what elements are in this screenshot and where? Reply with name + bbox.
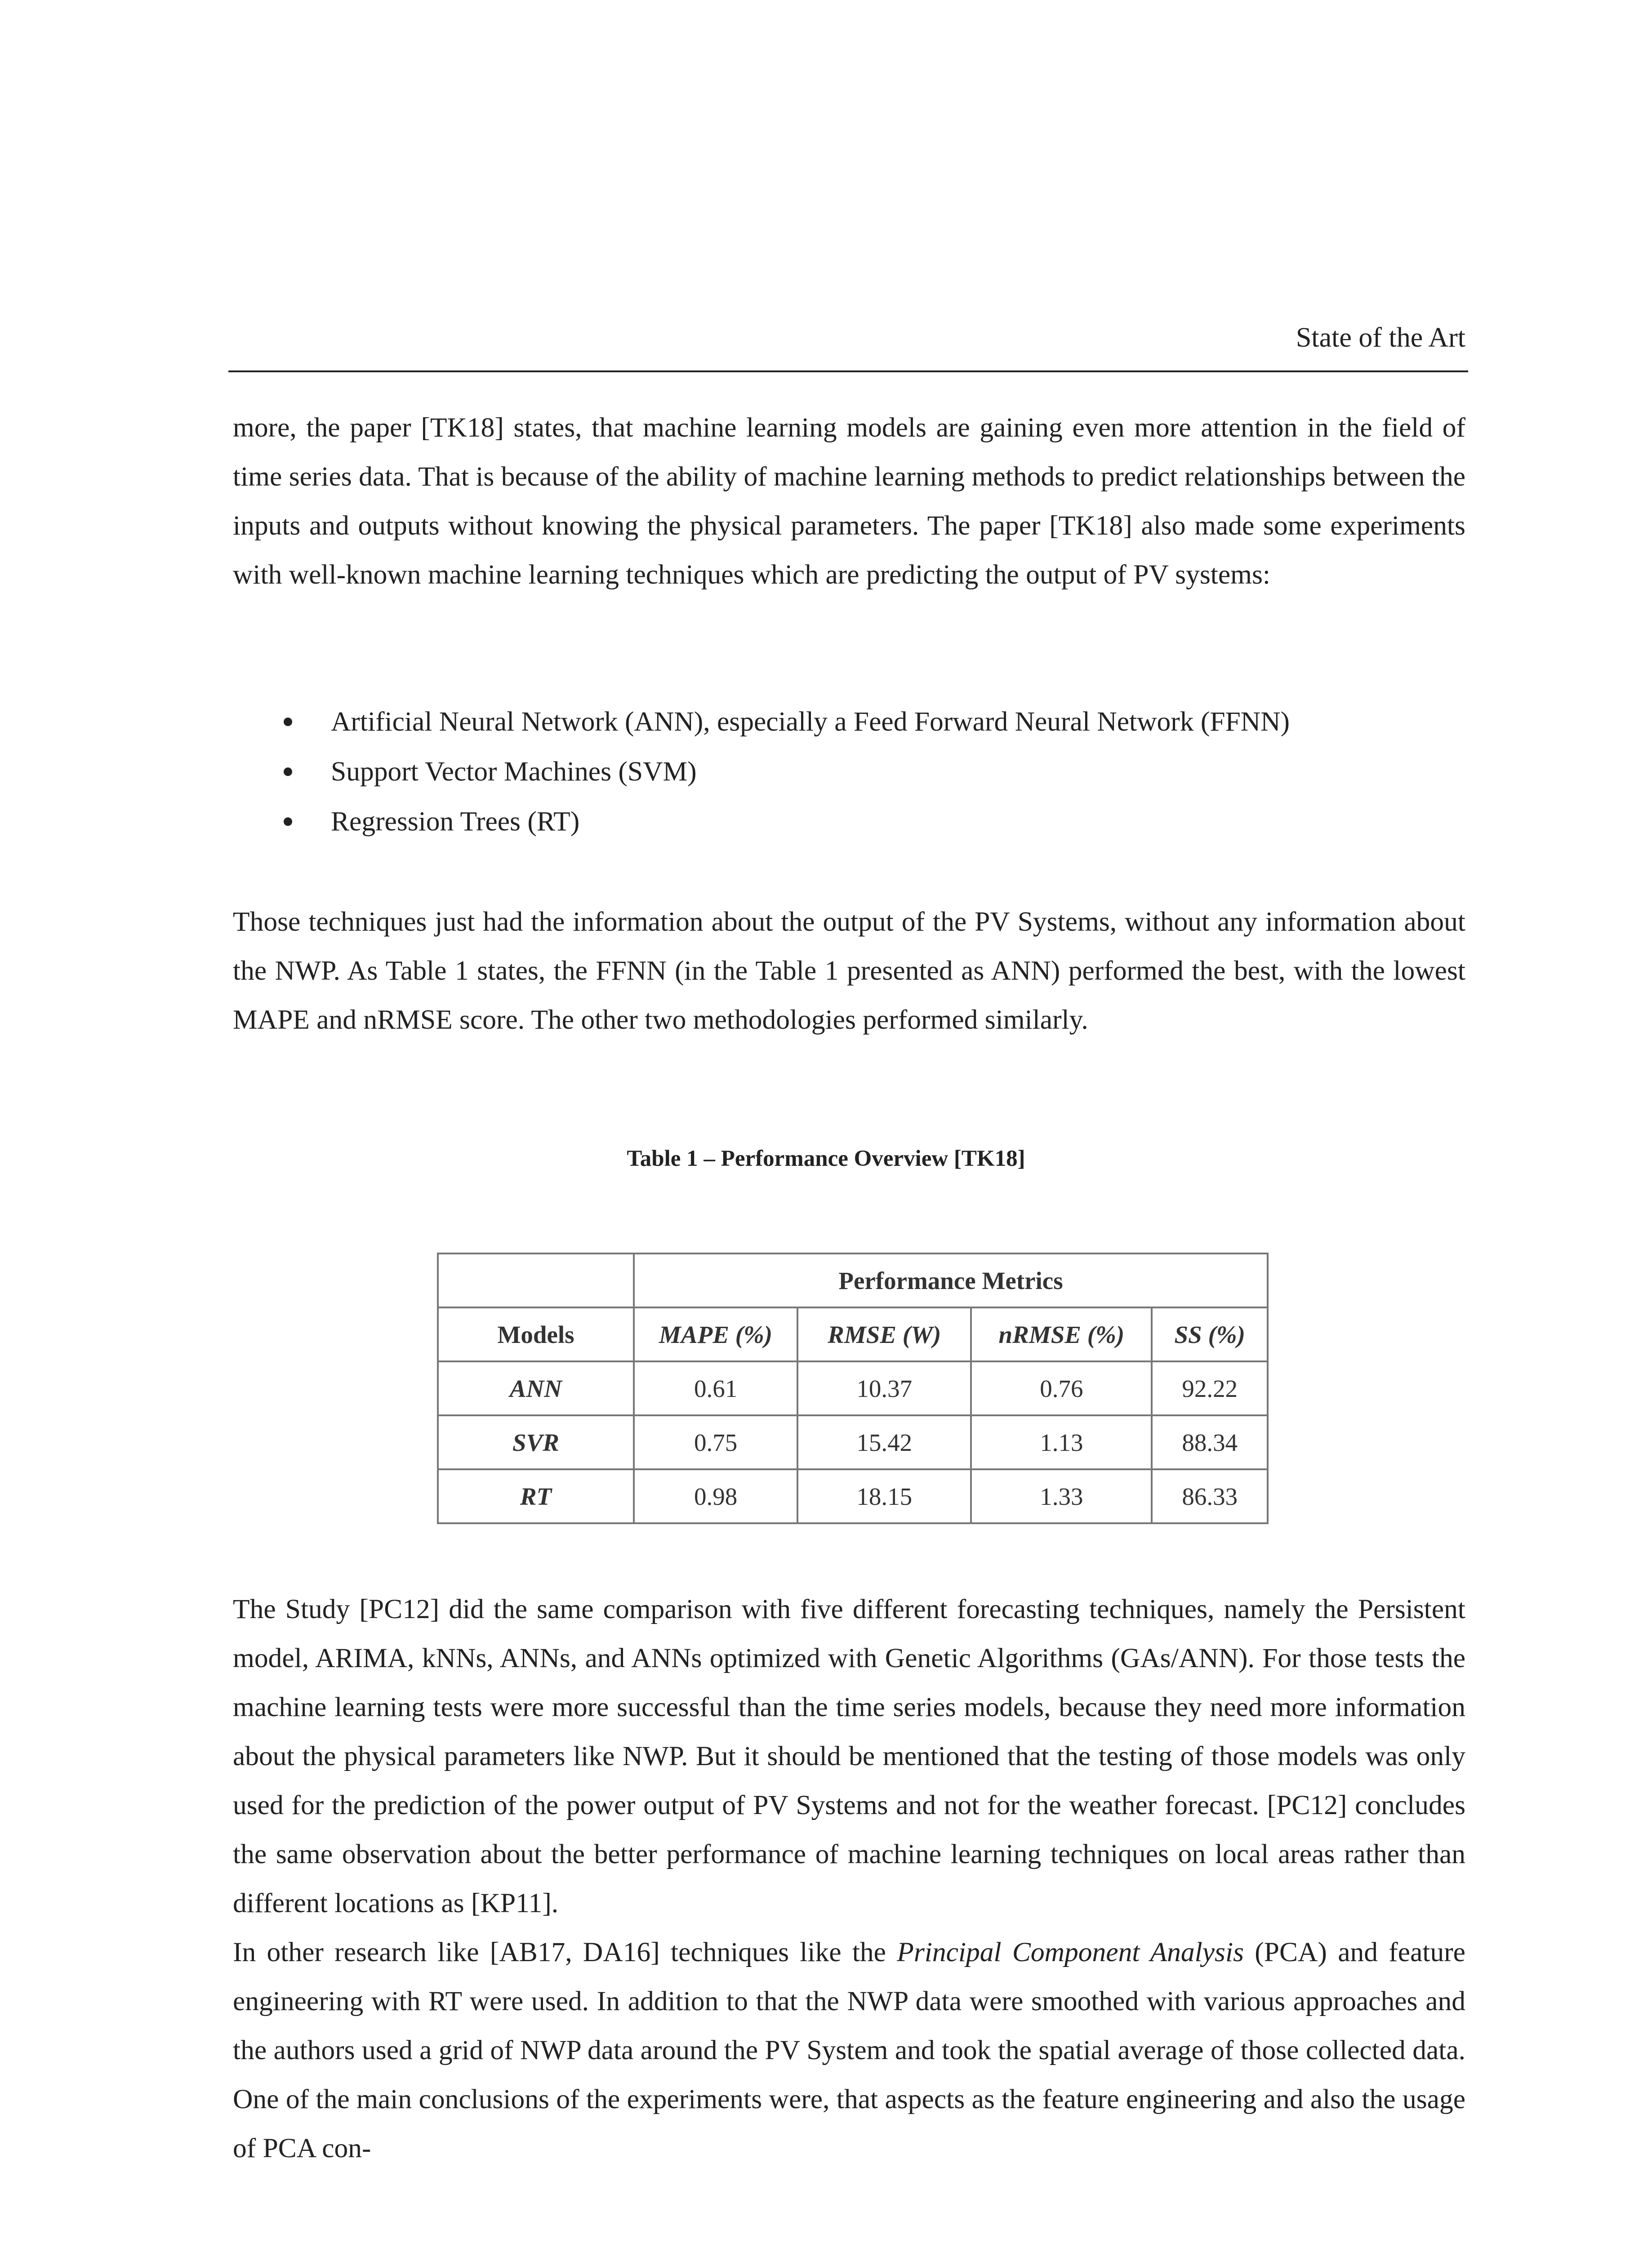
list-item xyxy=(233,747,1465,797)
paragraph-other-text-after: (PCA) and feature engineering with RT were used. In addition to that the NWP data were smoothed with various approaches and the authors used a grid of NWP data around the PV System and took the spatial average of those collected data. One of the main conclusions of the experiments were, that aspects as the feature engineering and also the usage of PCA con- xyxy=(233,1937,1465,2163)
paragraph-techniques xyxy=(233,897,1465,1044)
table-cell: 1.33 xyxy=(971,1469,1152,1523)
table-cell: 0.98 xyxy=(634,1469,797,1523)
table-cell: 86.33 xyxy=(1152,1469,1268,1523)
running-header xyxy=(228,315,1468,372)
list-item-text: Artificial Neural Network (ANN), especially a Feed Forward Neural Network (FFNN) xyxy=(331,706,1290,737)
list-item-text: Support Vector Machines (SVM) xyxy=(331,756,697,787)
table-empty-cell xyxy=(438,1253,634,1307)
table-cell: 1.13 xyxy=(971,1415,1152,1469)
table-group-header-row xyxy=(438,1253,1268,1307)
table-cell: 0.61 xyxy=(634,1361,797,1415)
paragraph-study xyxy=(233,1585,1465,2173)
paragraph-techniques-text: Those techniques just had the information about the output of the PV Systems, without any information about the NWP. As Table 1 states, the FFNN (in the Table 1 presented as ANN) performed the best, with the lowest MAPE and nRMSE score. The other two methodologies performed similarly. xyxy=(233,906,1465,1035)
paragraph-other-text-before: In other research like [AB17, DA16] techniques like the xyxy=(233,1937,897,1967)
table-caption: Table 1 – Performance Overview [TK18] xyxy=(627,1146,1025,1171)
bullet-list-container xyxy=(233,697,1465,847)
bullet-icon xyxy=(284,718,292,726)
bullet-icon xyxy=(284,767,292,776)
paragraph-study-text: The Study [PC12] did the same comparison with five different forecasting techniques, namely the Persistent model, ARIMA, kNNs, ANNs, and ANNs optimized with Genetic Algorithms (GAs/ANN). For those tests the machine learning tests were more successful than the time series models, because they need more information about the physical parameters like NWP. But it should be mentioned that the testing of those models was only used for the prediction of the power output of PV Systems and not for the weather forecast. [PC12] concludes the same observation about the better performance of machine learning techniques on local areas rather than different locations as [KP11]. xyxy=(233,1594,1465,1918)
table-header-models: Models xyxy=(438,1307,634,1361)
list-item xyxy=(233,797,1465,847)
paragraph-other-research xyxy=(233,1928,1465,2173)
table-group-header: Performance Metrics xyxy=(634,1253,1268,1307)
table-header-cell: MAPE (%) xyxy=(634,1307,797,1361)
table-row-model: ANN xyxy=(438,1361,634,1415)
running-title: State of the Art xyxy=(1296,322,1465,353)
table-cell: 0.75 xyxy=(634,1415,797,1469)
list-item-text: Regression Trees (RT) xyxy=(331,806,580,837)
paragraph-intro xyxy=(233,403,1465,599)
bullet-list xyxy=(233,697,1465,847)
table-header-cell: RMSE (W) xyxy=(797,1307,971,1361)
paragraph-intro-text: more, the paper [TK18] states, that machine learning models are gaining even more attention in the field of time series data. That is because of the ability of machine learning methods to predict relationships between the inputs and outputs without knowing the physical parameters. The paper [TK18] also made some experiments with well-known machine learning techniques which are predicting the output of PV systems: xyxy=(233,412,1465,590)
performance-table xyxy=(437,1253,1269,1524)
table-row xyxy=(438,1415,1268,1469)
table-row xyxy=(438,1361,1268,1415)
table-cell: 10.37 xyxy=(797,1361,971,1415)
table-header-row xyxy=(438,1307,1268,1361)
table-row-model: SVR xyxy=(438,1415,634,1469)
list-item xyxy=(233,697,1465,747)
table-row-model: RT xyxy=(438,1469,634,1523)
paragraph-other-text-italic: Principal Component Analysis xyxy=(897,1937,1244,1967)
table-cell: 92.22 xyxy=(1152,1361,1268,1415)
table-cell: 18.15 xyxy=(797,1469,971,1523)
table-cell: 15.42 xyxy=(797,1415,971,1469)
table-header-cell: SS (%) xyxy=(1152,1307,1268,1361)
table-cell: 88.34 xyxy=(1152,1415,1268,1469)
table-cell: 0.76 xyxy=(971,1361,1152,1415)
table-header-cell: nRMSE (%) xyxy=(971,1307,1152,1361)
bullet-icon xyxy=(284,817,292,826)
table-row xyxy=(438,1469,1268,1523)
